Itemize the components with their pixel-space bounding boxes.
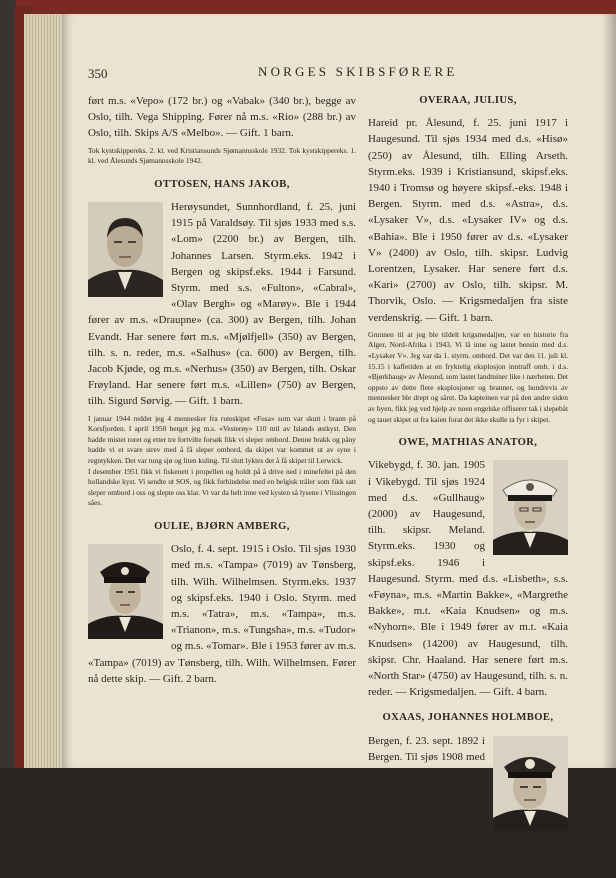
entry-name: OWE, MATHIAS ANATOR, bbox=[398, 437, 538, 449]
book-cover-top bbox=[16, 0, 616, 14]
intro-note: Tok kystskippereks. 2. kl. ved Kristiansunds Sjømannsskole 1932. Tok kystskippereks. 1. kl. ved Ålesunds Sjømannsskole 1942. bbox=[88, 145, 356, 166]
portrait-photo bbox=[88, 544, 163, 639]
portrait-photo bbox=[493, 460, 568, 555]
entry-note: I januar 1944 reddet jeg 4 mennesker fra ruteskipet «Fusa» som var skutt i brann på Korsfjorden. I april 1950 berget jeg m.s. «Vesterøy» 110 mil av Islands østkyst. Den hadde mistet roret og etter tre fortvilte forsøk fikk vi sleper ombord. Denne brakk og påny hadde vi et svare strev med å få sleper ombord, da skipet var kommet ut av syne i regntykken. Det var tung sjø og liten kuling. Til slutt lyktes det å få skipet til Lerwick. I desember 1951 fikk vi fiskenett i propellen og holdt på å drive ned i minefeltet på den hollandske kyst. Vi sendte ut SOS, og fikk forbindelse med en belgisk tråler som fikk satt sleper ombord i oss og slepte oss klar. Vi var da helt inne ved kysten så lysene i Vlissingen såes. bbox=[88, 413, 356, 508]
intro-paragraph: ført m.s. «Vepo» (172 br.) og «Vabak» (340 br.), begge av Oslo, tilh. Vega Shipping. Fører nå m.s. «Rio» (288 br.) av Oslo, tilh. Skips A/S «Melbo». — Gift. 1 barn. bbox=[88, 95, 356, 140]
entry-bio: Hareid pr. Ålesund, f. 25. juni 1917 i Haugesund. Til sjøs 1934 med d.s. «Hisø» (250) av Ålesund, tilh. Elling Arseth. Styrm.eks. 1939 i Kristiansund, skipsf.eks. 1940 i Tromsø og høyere skipsf.-eks. 1948 i Bergen. Styrm. med d.s. «Astra», d.s. «Lysaker V», d.s. «Lysaker IV» og d.s. «Bahia». Ble i 1950 fører av d.s. «Lysaker V» (2400) av Oslo, tilh. skipsr. Ludvig Lorentzen, Lysaker. Har senere ført d.s. «Kari» (2700) av Oslo, tilh. skipsr. M. Thorvik, Oslo. — Krigsmedaljen fra siste verdenskrig. — Gift. 1 barn. bbox=[368, 117, 568, 324]
entry-name: OULIE, BJØRN AMBERG, bbox=[154, 520, 290, 532]
page-shadow bbox=[602, 14, 616, 768]
entry-bio: Bergen, f. 23. sept. 1892 i Bergen. Til sjøs 1908 med s. «Charles Racine» av Stavanger, tilh. Sigval Bergesen. Styrm.eks. 1912 og skipsf.eks. 1913 i Bergen. Radiotelegrafist i 1914. Styrm. i 7 år med forskj. skip tilh. B.D.S. og deretter med t.s. «Conrad Mohr». bbox=[368, 734, 568, 877]
entry-bio: Oslo, f. 4. sept. 1915 i Oslo. Til sjøs 1930 med m.s. «Tampa» (7019) av Tønsberg, tilh. Wilh. Wilhelmsen. Styrm.eks. 1937 og skipsf.eks. 1940 i Oslo. Styrm. med m.s. «Tatra», m.s. «Tampa», m.s. «Trianon», m.s. «Tungsha», m.s. «Tudor» og m.s. «Tomar». Ble i 1953 fører av m.s. «Tampa» (7019) av Tønsberg, tilh. Wilh. Wilhelmsen. Fører nå dette skip. — Gift. 2 barn. bbox=[88, 543, 356, 685]
entry-name: OXAAS, JOHANNES HOLMBOE, bbox=[382, 712, 554, 724]
entry-name: OVERAA, JULIUS, bbox=[419, 95, 517, 106]
right-column bbox=[368, 93, 568, 878]
portrait-photo bbox=[88, 202, 163, 297]
page-number: 350 bbox=[88, 66, 108, 81]
running-title: NORGES SKIBSFØRERE bbox=[258, 64, 458, 79]
entry-bio: Vikebygd, f. 30. jan. 1905 i Vikebygd. Til sjøs 1924 med d.s. «Gullhaug» (2000) av Haugesund, tilh. skipsr. Meland. Styrm.eks. 1930 og skipsf.eks. 1946 i Haugesund. Styrm. med d.s. «Lisbeth», s.s. «Føyna», m.s. «Martin Bakke», «Margrethe Bakke», m.t. «Kaia Knudsen» og m.s. «Nyhorn». Ble i 1949 fører av m.t. «Kaia Knudsen» (14200) av Haugesund, tilh. skipsr. Chr. Haaland. Har senere ført m.s. «North Star» (4750) av Haugesund, tilh. s. n. reder. — Krigsmedaljen. — Gift. 4 barn. bbox=[368, 459, 568, 699]
entry-note: Grunnen til at jeg ble tildelt krigsmedaljen, var en historie fra Alger, Nord-Afrika i 1943. Vi lå inne og lastet bensin med d.s. «Lysaker V». Jeg var da 1. styrm. ombord. Det var den 11. juli kl. 15.15 i kaffetiden at en fryktelig eksplosjon inntraff omb. i d.s. «Bjørkhaug» av Ålesund, som lastet landminer like i nærheten. Det oppsto av dette flere eksplosjoner og branner, og hundrevis av mennesker ble drept og såret. Da kapteinen var på den andre siden av byen, fikk jeg ved hjelp av noen engelske offiserer tak i slepebåt og tauet skipet ut fra kaien forat det ikke skulle ta fyr i skipet. bbox=[368, 329, 568, 424]
left-column bbox=[88, 93, 356, 687]
portrait-photo bbox=[493, 736, 568, 831]
entry-name: OTTOSEN, HANS JAKOB, bbox=[154, 178, 290, 190]
entry-bio: Herøysundet, Sunnhordland, f. 25. juni 1915 på Varaldsøy. Til sjøs 1933 med s.s. «Lom» (2200 br.) av Bergen, tilh. Johannes Larsen. Styrm.eks. 1942 i Bergen og skipsf.eks. 1944 i Farsund. Styrm. med s.s. «Fulton», «Cabral», «Olav Bergh» og «Marøy». Ble i 1944 fører av m.s. «Draupne» (ca. 300) av Bergen, tilh. Johan Evandt. Har senere ført m.s. «Mjølfjell» (350) av Bergen, tilh. s. n. reder, m.s. «Salhus» (ca. 600) av Bergen, tilh. Jacob Kjøde, og m.s. «Nerhus» (350) av Bergen, tilh. Oskar Frøyland. Har senere ført m.s. «Lillen» (750) av Bergen, tilh. Sigurd Sørvig. — Gift. 1 barn. bbox=[88, 201, 356, 408]
